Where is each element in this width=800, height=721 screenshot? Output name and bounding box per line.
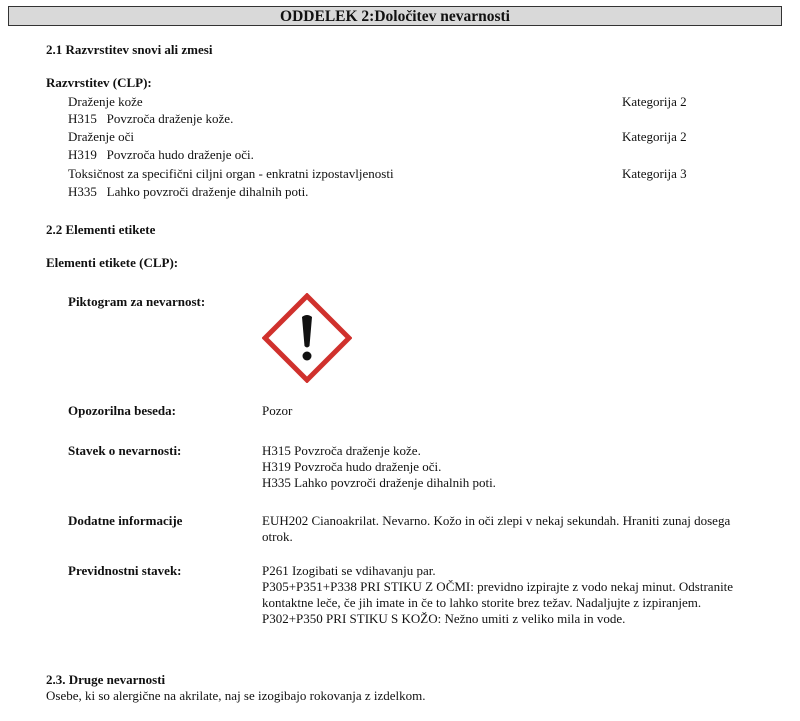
classification-name: Draženje kože bbox=[68, 94, 143, 109]
precautionary-statement-list bbox=[262, 563, 733, 627]
signal-word-value: Pozor bbox=[262, 403, 293, 418]
precautionary-statement: P261 Izogibati se vdihavanju par. bbox=[262, 563, 436, 578]
hazard-statement: H315 Povzroča draženje kože. bbox=[262, 443, 421, 458]
clp-label-elements-heading: Elementi etikete (CLP): bbox=[46, 255, 179, 270]
classification-category: Kategorija 3 bbox=[622, 166, 687, 181]
hazard-code-row bbox=[68, 146, 254, 163]
exclamation-dot bbox=[303, 352, 312, 361]
hazard-code: H319 bbox=[68, 147, 97, 162]
additional-info-line: otrok. bbox=[262, 529, 293, 544]
section-header: ODDELEK 2:Določitev nevarnosti bbox=[8, 6, 782, 26]
hazard-code-row bbox=[68, 183, 308, 200]
other-hazards-text: Osebe, ki so alergične na akrilate, naj se izogibajo rokovanja z izdelkom. bbox=[46, 688, 426, 703]
precautionary-statement: P305+P351+P338 PRI STIKU Z OČMI: previdno izpirajte z vodo nekaj minut. Odstranite bbox=[262, 579, 734, 594]
classification-category: Kategorija 2 bbox=[622, 129, 687, 144]
additional-info-line: EUH202 Cianoakrilat. Nevarno. Kožo in oči zlepi v nekaj sekundah. Hraniti zunaj dosega bbox=[262, 513, 731, 528]
hazard-statement: H335 Lahko povzroči draženje dihalnih poti. bbox=[262, 475, 496, 490]
precautionary-statement-label: Previdnostni stavek: bbox=[68, 563, 182, 578]
classification-name: Toksičnost za specifični ciljni organ - enkratni izpostavljenosti bbox=[68, 166, 394, 181]
clp-classification-heading: Razvrstitev (CLP): bbox=[46, 75, 152, 90]
hazard-text: Povzroča hudo draženje oči. bbox=[106, 147, 254, 162]
classification-name: Draženje oči bbox=[68, 129, 135, 144]
pictogram-label: Piktogram za nevarnost: bbox=[68, 294, 206, 309]
hazard-code-row bbox=[68, 110, 233, 127]
section-2-3-heading: 2.3. Druge nevarnosti bbox=[46, 672, 166, 687]
hazard-statement-list bbox=[262, 443, 496, 491]
section-2-2-heading: 2.2 Elementi etikete bbox=[46, 222, 156, 237]
hazard-statement-label: Stavek o nevarnosti: bbox=[68, 443, 182, 458]
precautionary-statement: kontaktne leče, če jih imate in če to lahko storite brez težav. Nadaljujte z izpiranjem. bbox=[262, 595, 702, 610]
precautionary-statement: P302+P350 PRI STIKU S KOŽO: Nežno umiti z veliko mila in vode. bbox=[262, 611, 626, 626]
signal-word-label: Opozorilna beseda: bbox=[68, 403, 176, 418]
hazard-statement: H319 Povzroča hudo draženje oči. bbox=[262, 459, 442, 474]
exclamation-mark-hazard-icon bbox=[262, 293, 352, 383]
additional-info-label: Dodatne informacije bbox=[68, 513, 183, 528]
section-2-1-heading: 2.1 Razvrstitev snovi ali zmesi bbox=[46, 42, 213, 57]
classification-category: Kategorija 2 bbox=[622, 94, 687, 109]
hazard-code: H315 bbox=[68, 111, 97, 126]
hazard-text: Lahko povzroči draženje dihalnih poti. bbox=[106, 184, 309, 199]
hazard-text: Povzroča draženje kože. bbox=[106, 111, 234, 126]
hazard-code: H335 bbox=[68, 184, 97, 199]
additional-info-text bbox=[262, 513, 730, 545]
